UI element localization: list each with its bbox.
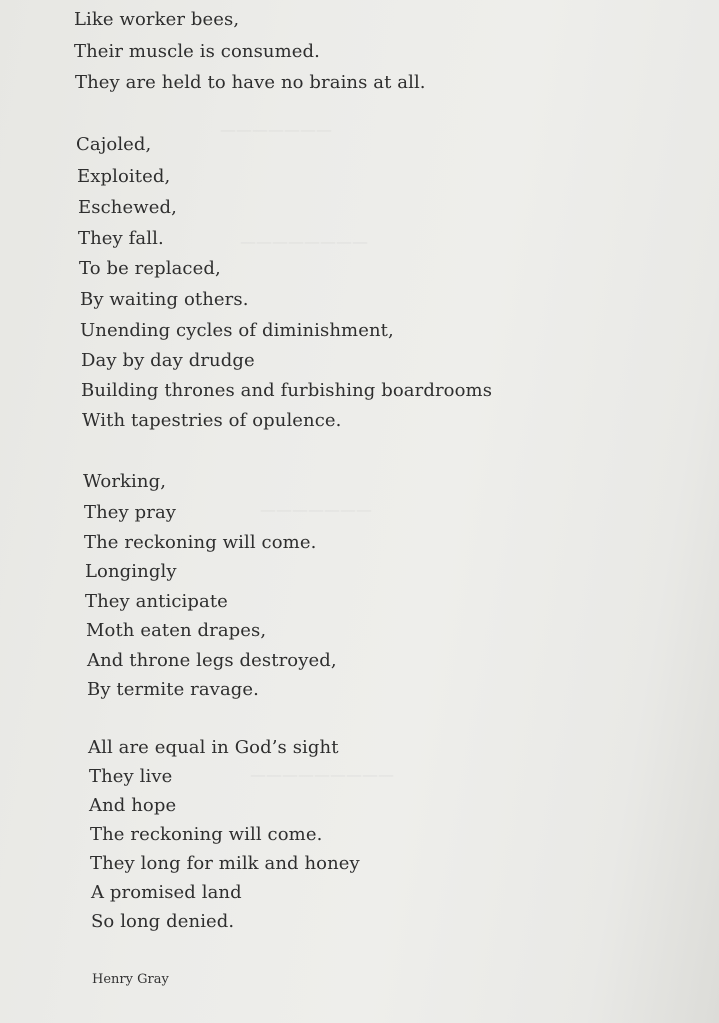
poem-line: Eschewed,	[78, 197, 177, 218]
poem-author: Henry Gray	[92, 972, 169, 987]
poem-line: Day by day drudge	[81, 350, 255, 371]
poem-line: Cajoled,	[76, 134, 152, 155]
poem-line: And throne legs destroyed,	[87, 650, 337, 671]
poem-line: They live	[89, 766, 173, 787]
poem-line: All are equal in God’s sight	[88, 737, 339, 758]
poem-line: By waiting others.	[80, 289, 249, 310]
poem-line: With tapestries of opulence.	[82, 410, 342, 431]
poem-line: They are held to have no brains at all.	[75, 72, 426, 93]
poem-line: The reckoning will come.	[90, 824, 323, 845]
poem-line: They anticipate	[85, 591, 228, 612]
poem-line: Unending cycles of diminishment,	[80, 320, 394, 341]
poem-line: Building thrones and furbishing boardrooms	[81, 380, 493, 401]
poem-line: Moth eaten drapes,	[86, 620, 267, 641]
show-through-text: ———————	[220, 120, 332, 139]
show-through-text: —————————	[250, 765, 394, 784]
poem-line: They pray	[84, 502, 177, 523]
poem-line: And hope	[89, 795, 177, 816]
poem-line: Like worker bees,	[74, 9, 240, 30]
poem-line: Exploited,	[77, 166, 171, 187]
poem-line: So long denied.	[91, 911, 235, 932]
poem-line: They fall.	[78, 228, 164, 249]
poem-line: They long for milk and honey	[90, 853, 360, 874]
poem-line: The reckoning will come.	[84, 532, 317, 553]
show-through-text: ———————	[260, 500, 372, 519]
poem-line: A promised land	[91, 882, 242, 903]
poem-line: By termite ravage.	[87, 679, 259, 700]
poem-line: Working,	[83, 471, 167, 492]
poem-line: To be replaced,	[79, 258, 221, 279]
poem-line: Longingly	[85, 561, 177, 582]
show-through-text: ————————	[240, 232, 368, 251]
poem-line: Their muscle is consumed.	[74, 41, 320, 62]
